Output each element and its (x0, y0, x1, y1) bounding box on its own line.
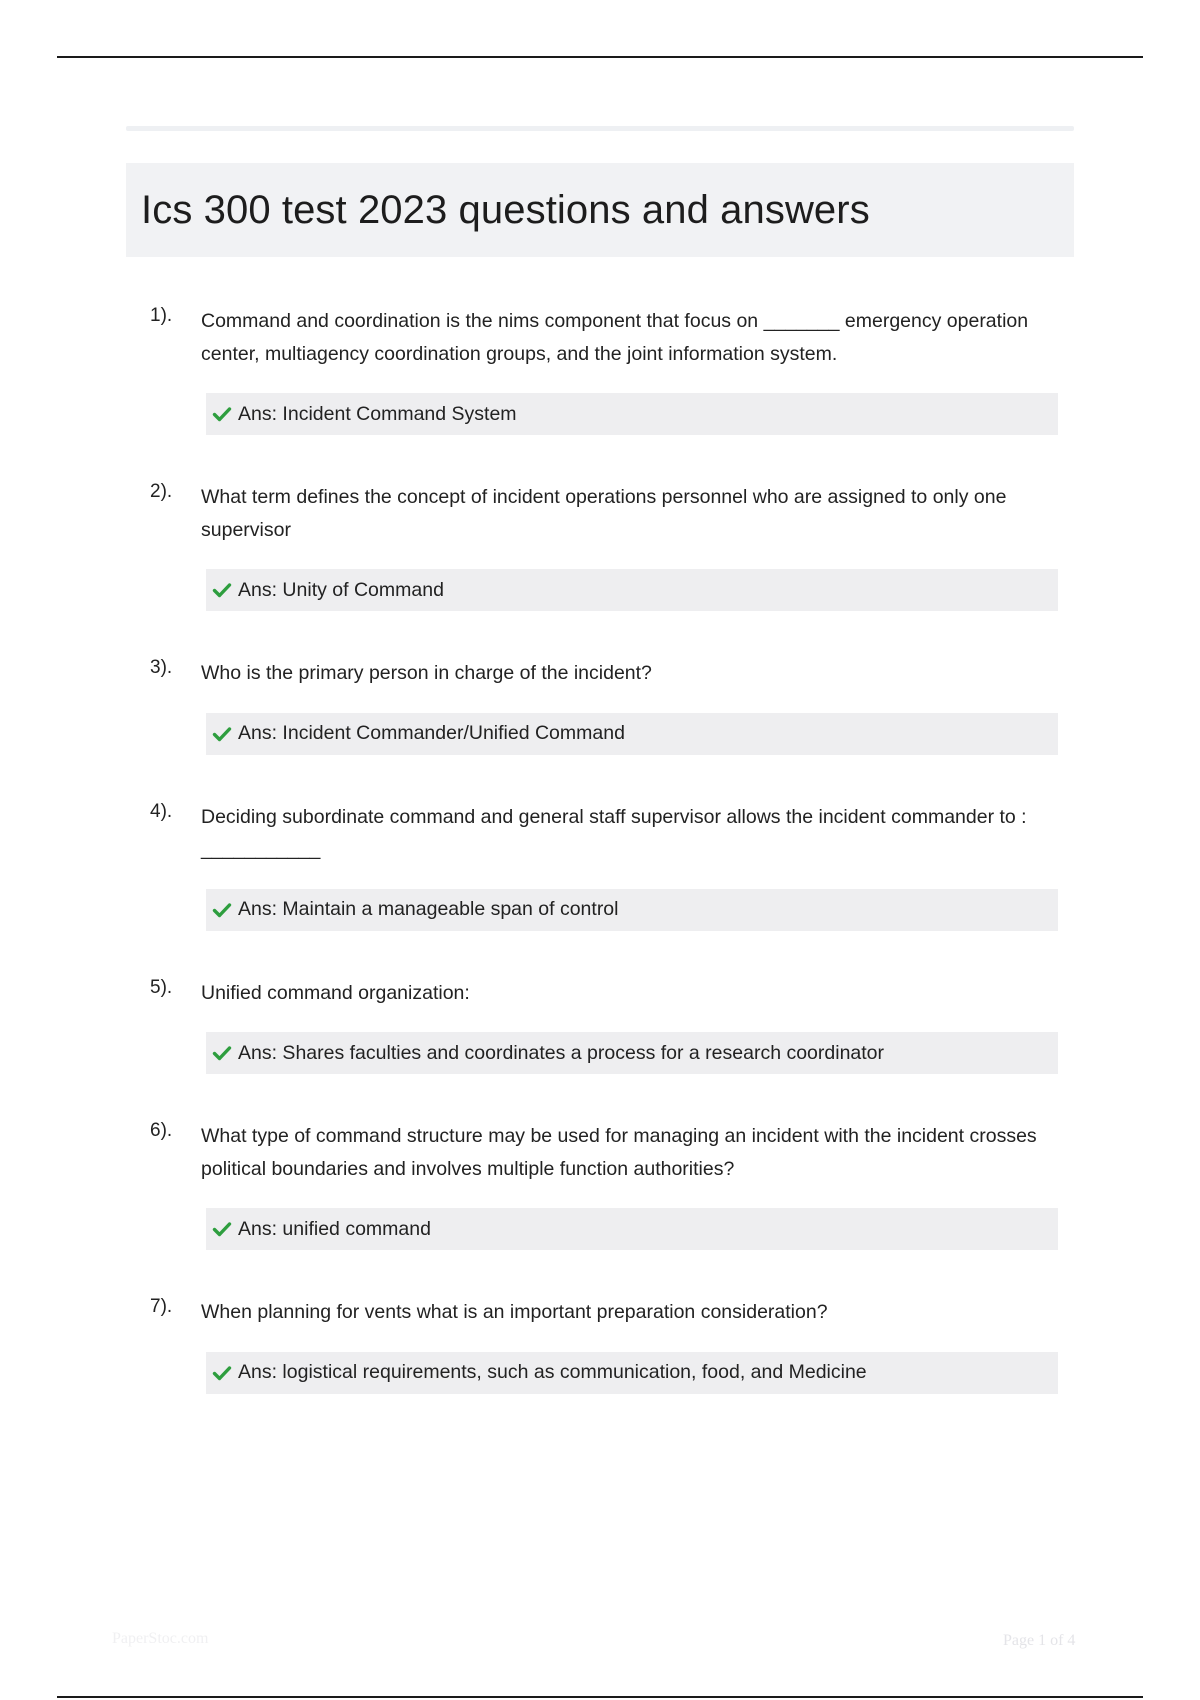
answer-box (206, 1352, 1058, 1394)
answer-box (206, 1208, 1058, 1250)
question-text: Unified command organization: (201, 981, 470, 1004)
checkmark-icon (212, 724, 232, 744)
answer-text: Ans: unified command (238, 1217, 431, 1240)
checkmark-icon (212, 1043, 232, 1063)
page-number: Page 1 of 4 (1003, 1632, 1076, 1649)
answer-box (206, 889, 1058, 931)
answer-box (206, 1032, 1058, 1074)
watermark-text: PaperStoc.com (112, 1630, 209, 1647)
checkmark-icon (212, 1219, 232, 1239)
question-text: Who is the primary person in charge of the incident? (201, 662, 652, 684)
question-text: Deciding subordinate command and general staff supervisor allows the incident commander to : ___________ (201, 805, 1027, 860)
qa-item (126, 1120, 1074, 1250)
answer-box (206, 713, 1058, 755)
answer-text: Ans: Unity of Command (238, 578, 444, 601)
question-number: 5). (150, 976, 173, 998)
checkmark-icon (212, 900, 232, 920)
checkmark-icon (212, 404, 232, 424)
qa-item (126, 1296, 1074, 1394)
qa-item (126, 305, 1074, 435)
answer-text: Ans: logistical requirements, such as communication, food, and Medicine (238, 1361, 867, 1383)
checkmark-icon (212, 580, 232, 600)
qa-item (126, 801, 1074, 931)
qa-item (126, 977, 1074, 1075)
question-number: 7). (150, 1296, 173, 1317)
question-text: Command and coordination is the nims component that focus on _______ emergency operation center, multiagency coordination groups, and the joint information system. (201, 310, 1029, 365)
qa-item (126, 481, 1074, 611)
answer-box (206, 393, 1058, 435)
question-number: 6). (150, 1120, 173, 1141)
answer-box (206, 569, 1058, 611)
bottom-rule (57, 1696, 1143, 1698)
question-number: 3). (150, 657, 173, 678)
checkmark-icon (212, 1363, 232, 1383)
question-number: 2). (150, 481, 173, 502)
qa-list (126, 305, 1074, 1440)
question-text: When planning for vents what is an important preparation consideration? (201, 1301, 828, 1323)
answer-text: Ans: Shares faculties and coordinates a process for a research coordinator (238, 1041, 885, 1064)
question-text: What type of command structure may be used for managing an incident with the incident crosses political boundaries and involves multiple function authorities? (201, 1125, 1037, 1180)
question-text: What term defines the concept of incident operations personnel who are assigned to only one supervisor (201, 486, 1007, 541)
header-divider (126, 126, 1074, 131)
question-number: 1). (150, 305, 173, 326)
answer-text: Ans: Incident Command System (238, 402, 517, 425)
qa-item (126, 657, 1074, 755)
answer-text: Ans: Maintain a manageable span of control (238, 898, 619, 920)
question-number: 4). (150, 800, 173, 822)
top-rule (57, 56, 1143, 58)
page-title: Ics 300 test 2023 questions and answers (141, 187, 870, 232)
answer-text: Ans: Incident Commander/Unified Command (238, 722, 625, 744)
title-banner (126, 163, 1074, 257)
